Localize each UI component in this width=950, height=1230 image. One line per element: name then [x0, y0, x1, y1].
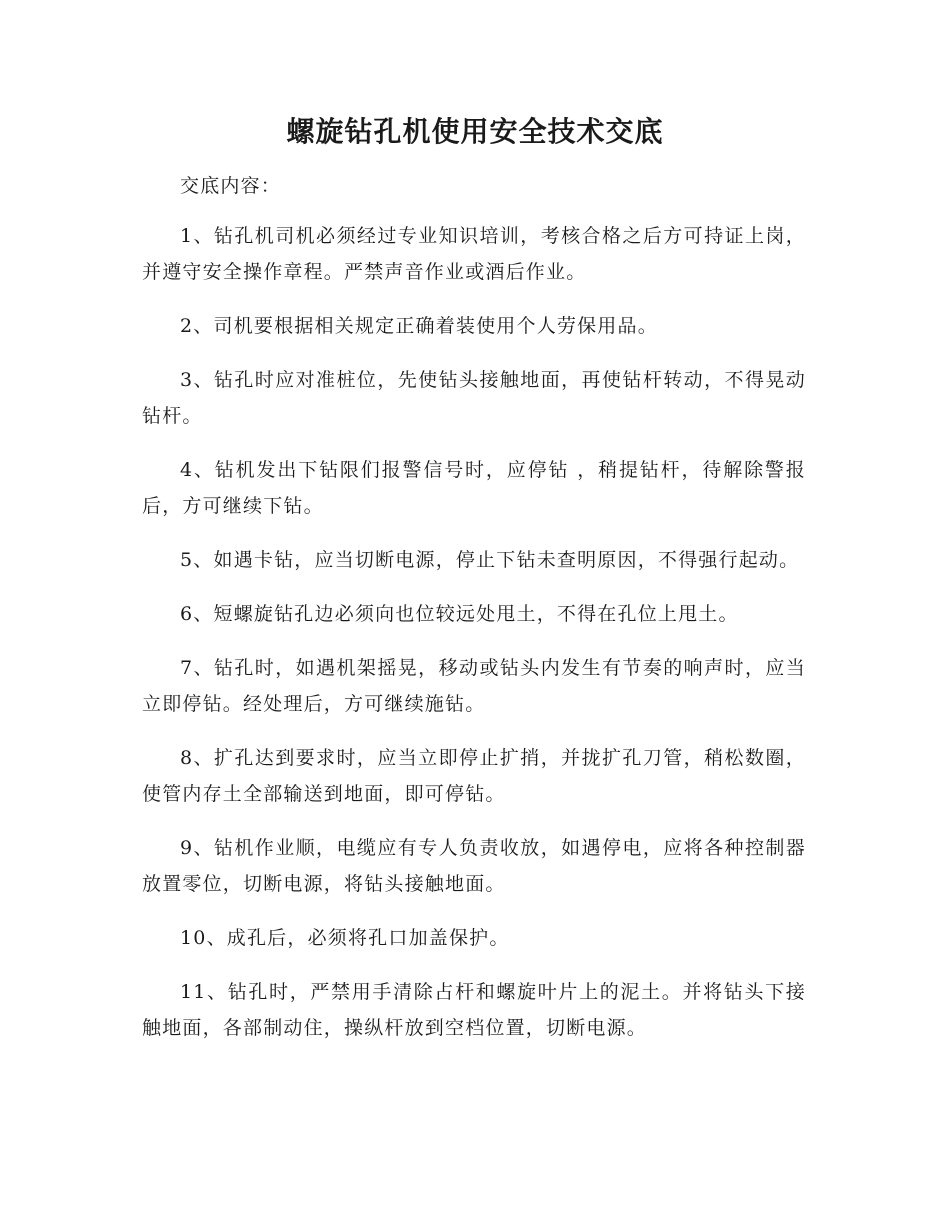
item-10: 10、成孔后，必须将孔口加盖保护。	[180, 927, 510, 949]
item-1: 1、钻孔机司机必须经过专业知识培训，考核合格之后方可持证上岗，并遵守安全操作章程。严禁声音作业或酒后作业。	[142, 225, 806, 283]
item-3: 3、钻孔时应对准桩位，先使钻头接触地面，再使钻杆转动，不得晃动钻杆。	[142, 369, 806, 427]
intro-label: 交底内容：	[180, 175, 282, 197]
item-6: 6、短螺旋钻孔边必须向也位较远处甩土，不得在孔位上甩土。	[180, 603, 739, 625]
item-8: 8、扩孔达到要求时，应当立即停止扩捎，并拢扩孔刀管，稍松数圈，使管内存土全部输送到地面，即可停钻。	[142, 747, 806, 805]
document-title: 螺旋钻孔机使用安全技术交底	[286, 115, 664, 148]
item-7: 7、钻孔时，如遇机架摇晃，移动或钻头内发生有节奏的响声时，应当立即停钻。经处理后，方可继续施钻。	[142, 657, 806, 715]
document-body	[142, 168, 806, 1064]
item-11: 11、钻孔时，严禁用手清除占杆和螺旋叶片上的泥土。并将钻头下接触地面，各部制动住，操纵杆放到空档位置，切断电源。	[142, 981, 806, 1039]
item-2: 2、司机要根据相关规定正确着装使用个人劳保用品。	[180, 315, 658, 337]
item-5: 5、如遇卡钻，应当切断电源，停止下钻未查明原因，不得强行起动。	[180, 549, 800, 571]
item-4: 4、钻机发出下钻限们报警信号时，应停钻 ，稍提钻杆，待解除警报后，方可继续下钻。	[142, 459, 806, 517]
item-9: 9、钻机作业顺，电缆应有专人负责收放，如遇停电，应将各种控制器放置零位，切断电源，将钻头接触地面。	[142, 837, 806, 895]
